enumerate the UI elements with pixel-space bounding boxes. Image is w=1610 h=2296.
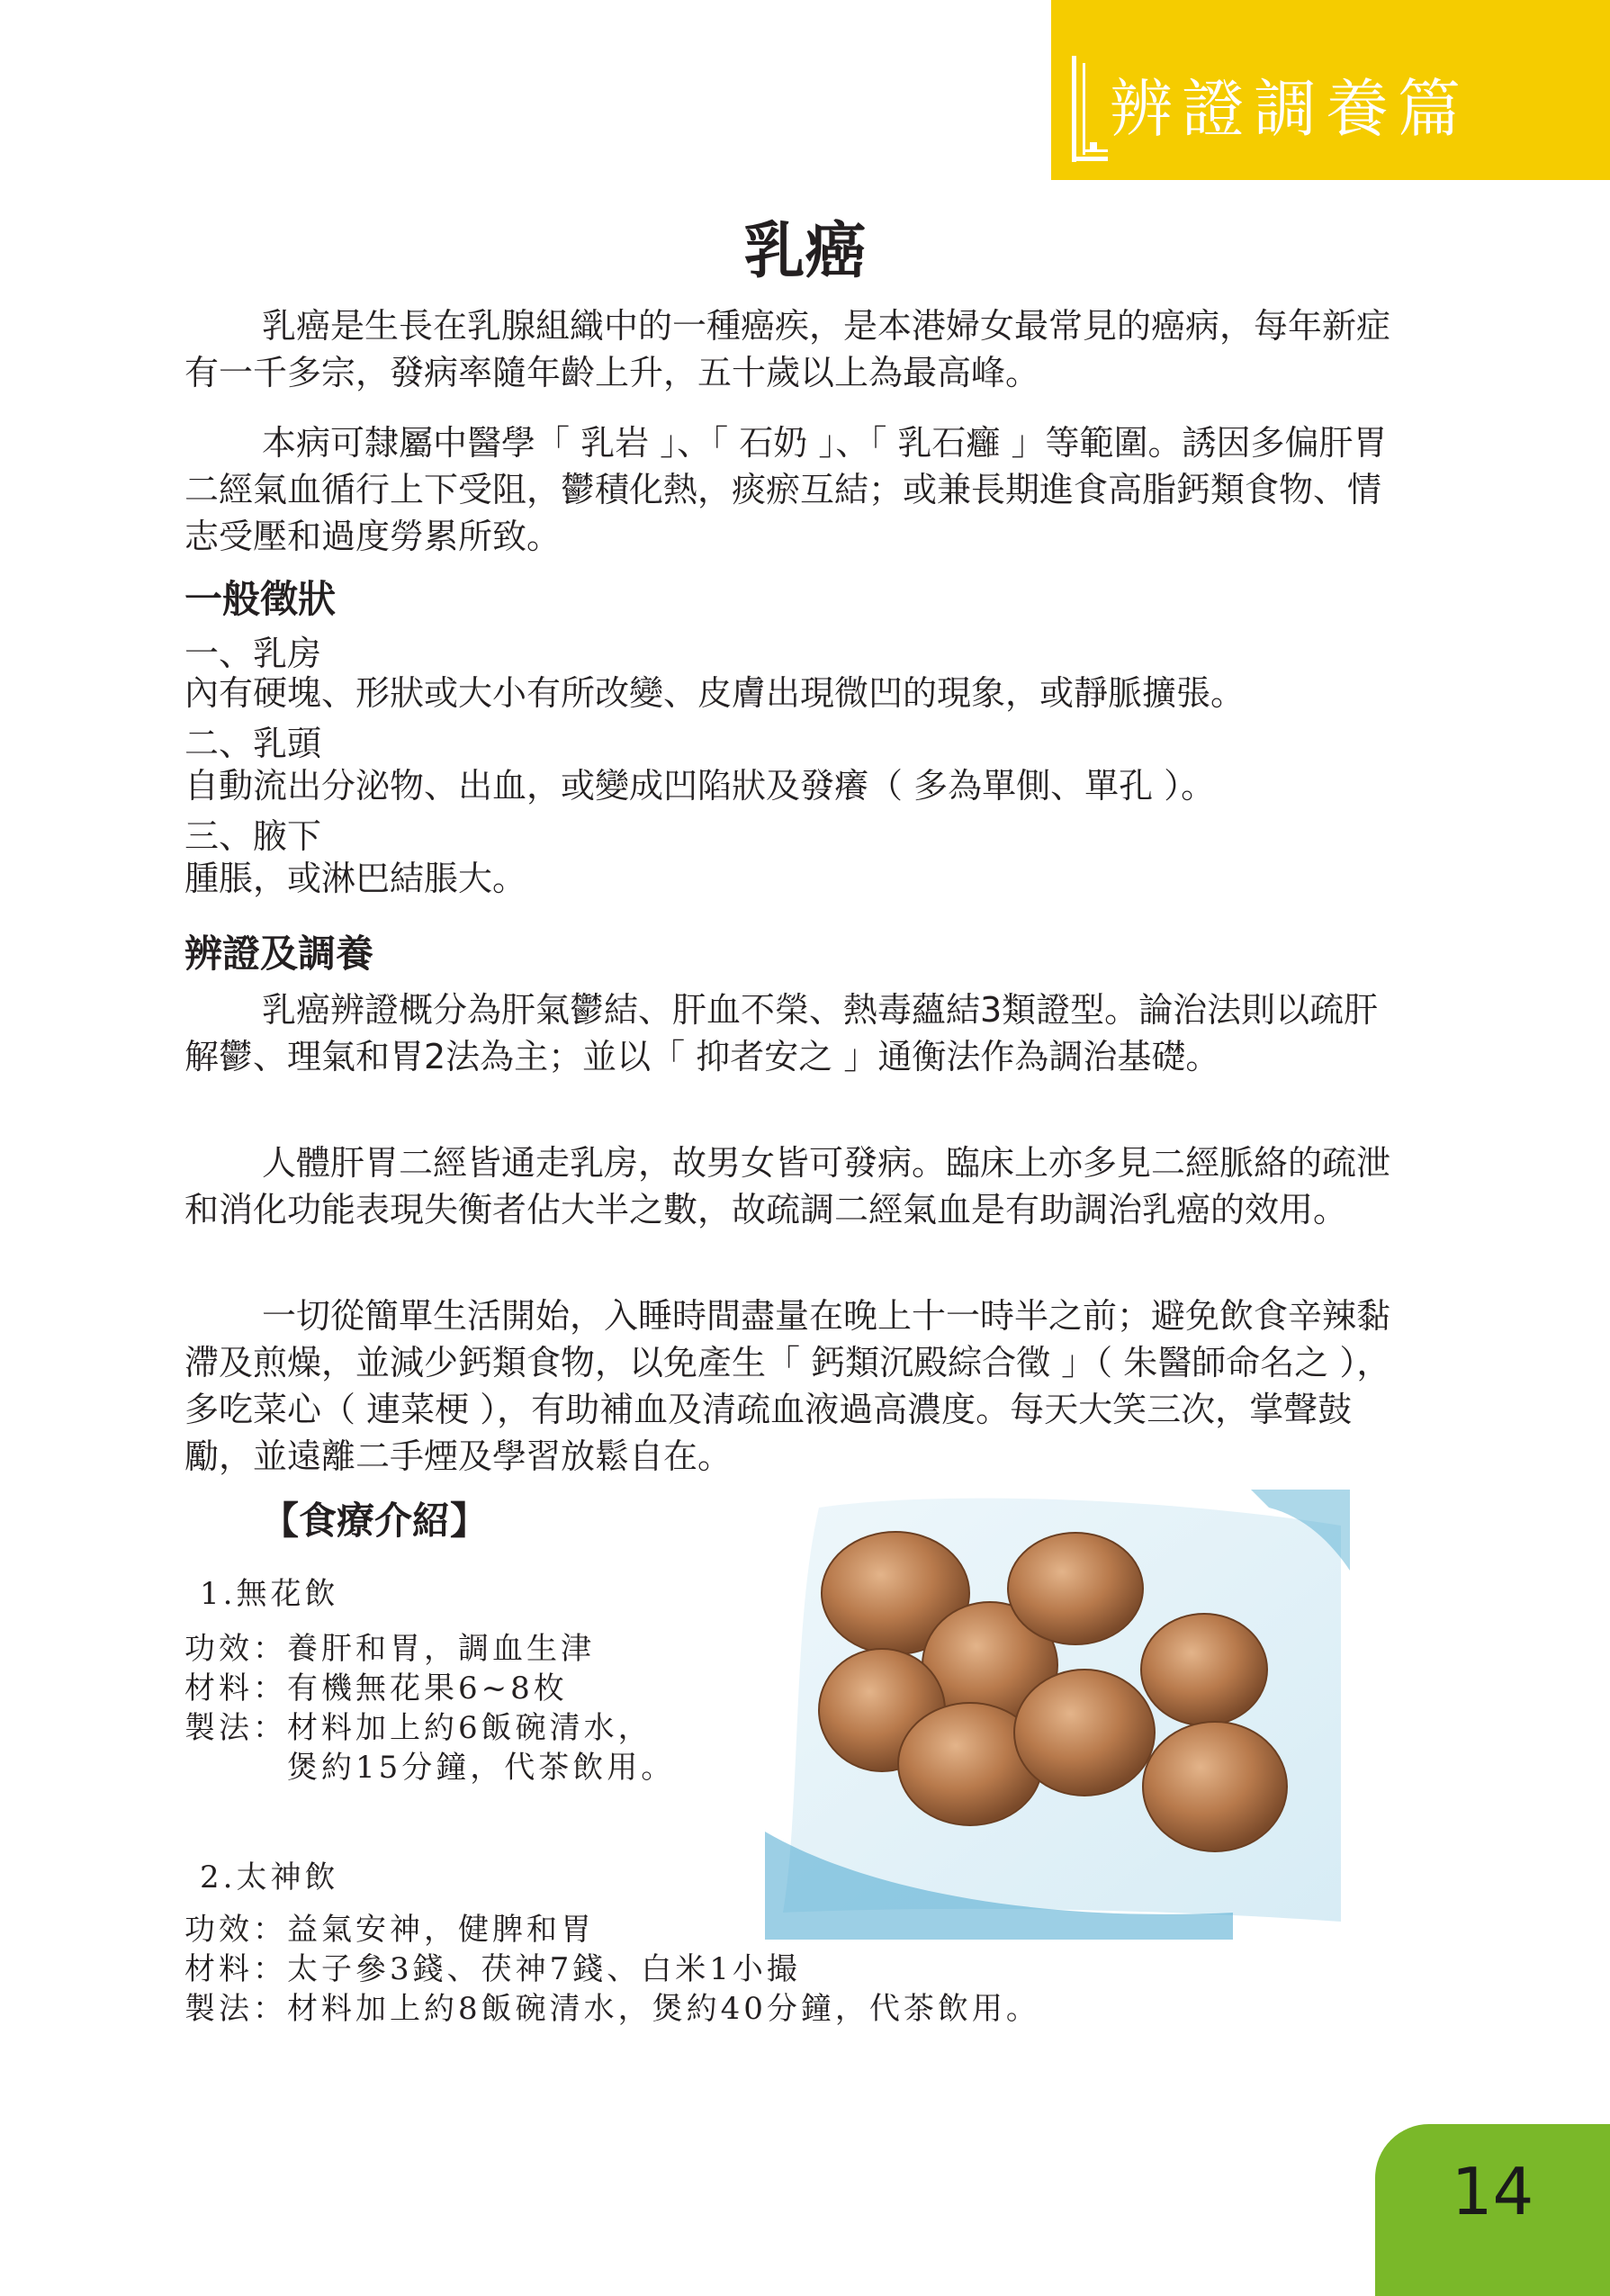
recipe-1-line-2: 材料：有機無花果6~8枚 [184, 1670, 568, 1706]
recipe-2-name: 2.太神飲 [200, 1859, 339, 1895]
recipe-1-line-1: 功效：養肝和胃，調血生津 [184, 1631, 595, 1667]
symptom-text-breast: 內有硬塊、形狀或大小有所改變、皮膚出現微凹的現象，或靜脈擴張。 [184, 673, 1246, 713]
recipe-1-line-3: 製法：材料加上約6飯碗清水， [184, 1710, 652, 1746]
treatment-paragraph-1: 乳癌辨證概分為肝氣鬱結、肝血不榮、熱毒蘊結3類證型。論治法則以疏肝解鬱、理氣和胃2法為主；並以「 抑者安之 」通衡法作為調治基礎。 [184, 990, 1379, 1076]
symptom-text-armpit: 腫脹，或淋巴結脹大。 [184, 859, 527, 898]
recipe-2-line-2: 材料：太子參3錢、茯神7錢、白米1小撮 [184, 1951, 801, 1987]
recipe-2-line-1: 功效：益氣安神，健脾和胃 [184, 1912, 595, 1948]
section-tab-title: 辨證調養篇 [1110, 72, 1470, 146]
diet-heading: 【食療介紹】 [261, 1499, 489, 1543]
symptom-label-nipple: 二、乳頭 [184, 724, 322, 763]
symptoms-heading: 一般徵狀 [184, 577, 337, 621]
dried-figs-photo [765, 1490, 1350, 1940]
symptom-label-armpit: 三、腋下 [184, 816, 322, 856]
page-title: 乳癌 [743, 216, 867, 287]
recipe-1-name: 1.無花飲 [200, 1576, 339, 1612]
page-number: 14 [1451, 2154, 1534, 2229]
recipe-1-line-4: 煲約15分鐘，代茶飲用。 [184, 1750, 676, 1786]
treatment-paragraph-3: 一切從簡單生活開始，入睡時間盡量在晚上十一時半之前；避免飲食辛辣黏滯及煎燥，並減少鈣類食物，以免產生「 鈣類沉殿綜合徵 」（ 朱醫師命名之 ），多吃菜心（ 連菜梗 ），有助補血及清疏血液過高濃度。每天大笑三次，掌聲鼓勵，並遠離二手煙及學習放鬆自在。 [184, 1296, 1391, 1476]
intro-paragraph-2: 本病可隸屬中醫學「 乳岩 」、「 石奶 」、「 乳石癰 」等範圍。誘因多偏肝胃二經氣血循行上下受阻，鬱積化熱，痰瘀互結；或兼長期進食高脂鈣類食物、情志受壓和過度勞累所致。 [184, 423, 1388, 556]
symptom-label-breast: 一、乳房 [184, 634, 322, 673]
treatment-paragraph-2: 人體肝胃二經皆通走乳房，故男女皆可發病。臨床上亦多見二經脈絡的疏泄和消化功能表現失衡者佔大半之數，故疏調二經氣血是有助調治乳癌的效用。 [184, 1143, 1391, 1229]
symptom-text-nipple: 自動流出分泌物、出血，或變成凹陷狀及發癢（ 多為單側、單孔 ）。 [184, 766, 1216, 806]
intro-paragraph-1: 乳癌是生長在乳腺組織中的一種癌疾，是本港婦女最常見的癌病，每年新症有一千多宗，發病率隨年齡上升，五十歲以上為最高峰。 [184, 306, 1391, 392]
recipe-2-line-3: 製法：材料加上約8飯碗清水，煲約40分鐘，代茶飲用。 [184, 1991, 1040, 2027]
treatment-heading: 辨證及調養 [184, 932, 374, 976]
